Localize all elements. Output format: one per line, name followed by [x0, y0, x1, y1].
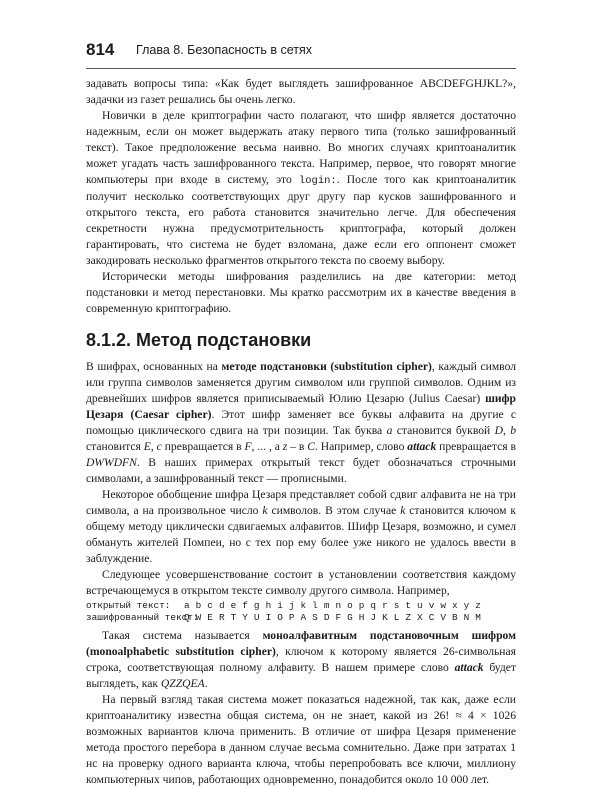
italic-letter: F: [244, 440, 252, 453]
text-run: , ключом к которому является 26-символьная строка, соответствующая полному алфавиту. В нашем примере слово: [86, 645, 516, 674]
text-run: ,: [150, 440, 157, 453]
italic-word: QZZQEA: [160, 677, 205, 690]
text-run: будет выглядеть, как: [86, 661, 516, 690]
inline-code-login: login:: [298, 175, 337, 187]
paragraph-1: [86, 76, 516, 108]
text-run: символов. В этом случае: [267, 504, 401, 517]
italic-letter: c: [156, 440, 162, 453]
italic-letter: E: [143, 440, 151, 453]
text-run: превращается в: [436, 440, 516, 453]
text-run: . Этот шифр заменяет все буквы алфавита на другие с помощью циклического сдвига на три позиции. Так буква: [86, 408, 516, 437]
text-run: .: [204, 677, 208, 690]
term-substitution-cipher: методе подстановки (substitution cipher): [221, 360, 432, 373]
text-run: становится ключом к общему методу циклически сдвигаемых алфавитов. Шифр Цезаря, возможно, и сумел обмануть жителей Помпеи, но с тех пор ему более уже никого не удалось ввести в заблуждение.: [86, 504, 516, 565]
paragraph-8: [86, 692, 516, 788]
term-monoalphabetic-cipher: моноалфавитным подстановочным шифром (monoalphabetic substitution cipher): [86, 629, 516, 658]
italic-letter: k: [262, 504, 268, 517]
italic-letter: C: [307, 440, 315, 453]
plain-letters: a b c d e f g h i j k l m n o p q r s t u v w x y z: [184, 600, 482, 611]
body-text: [86, 76, 516, 788]
text-run: , ... , а: [251, 440, 283, 453]
text-run: . Например, слово: [315, 440, 408, 453]
paragraph-5: [86, 487, 516, 567]
cipher-row-cipher: [86, 612, 516, 624]
text-run: В шифрах, основанных на: [86, 360, 222, 373]
paragraph-3: [86, 269, 516, 317]
paragraph-6: [86, 567, 516, 599]
chapter-title: Глава 8. Безопасность в сетях: [136, 43, 312, 57]
cipher-row-plain: [86, 600, 516, 612]
italic-letter: a: [386, 424, 393, 437]
page-number: 814: [86, 40, 115, 59]
paragraph-4: [86, 359, 516, 487]
italic-word: attack: [454, 661, 484, 674]
paragraph-7: [86, 628, 516, 692]
cipher-table: [86, 600, 516, 624]
text-run: превращается в: [161, 440, 245, 453]
text-run: На первый взгляд такая система может показаться надежной, так как, даже если криптоаналитику известна общая система, он не знает, какой из 26! ≈ 4 × 1026 возможных вариантов ключа применить. В отличие от шифра Цезаря применение метода простого перебора в данном случае весьма сомнительно. Даже при затратах 1 нс на проверку одного варианта ключа, чтобы перепробовать все ключи, миллиону компьютерных чипов, работающих одновременно, понадобится около 10 000 лет.: [86, 693, 516, 786]
section-heading: 8.1.2. Метод подстановки: [86, 330, 312, 350]
cipher-label: зашифрованный текст:: [86, 612, 199, 623]
text-run: Такая система называется: [102, 629, 263, 642]
italic-letter: b: [510, 424, 516, 437]
text-run: – в: [287, 440, 308, 453]
text-run: Следующее усовершенствование состоит в установлении соответствия каждому встречающемуся в открытом тексте символу другого символа. Например,: [86, 568, 516, 597]
text-run: Некоторое обобщение шифра Цезаря представляет собой сдвиг алфавита не на три символа, а на произвольное число: [86, 488, 516, 517]
term-caesar-cipher: шифр Цезаря (Caesar cipher): [86, 392, 516, 421]
text-run: Новички в деле криптографии часто полагают, что шифр является достаточно надежным, если он может выдержать атаку первого типа (только зашифрованный текст). Такое предположение весьма наивно. Во многих случаях криптоаналитик может угадать часть зашифрованного текста. Например, первое, что говорят многие компьютеры при входе в систему, это: [86, 109, 516, 186]
paragraph-2: [86, 108, 516, 269]
text-run: . В наших примерах открытый текст будет обозначаться строчными символами, а зашифрованный текст — прописными.: [86, 456, 516, 485]
italic-word: DWWDFN: [86, 456, 137, 469]
text-run: , каждый символ или группа символов заменяется другим символом или группой символов. Одним из древнейших шифров является приписываемый Юлию Цезарю (Julius Caesar): [86, 360, 517, 405]
header-divider: [86, 68, 516, 69]
text-run: становится буквой: [392, 424, 495, 437]
text-run: . После того как криптоаналитик получит несколько соответствующих друг другу пар кусков зашифрованного и открытого текста, его работа становится значительно легче. Для обеспечения секретности нужна предусмотрительность криптографа, который должен гарантировать, что система не будет взломана, даже если его оппонент сможет закодировать несколько фрагментов открытого текста по своему выбору.: [86, 173, 517, 267]
text-run: становится: [86, 440, 144, 453]
text-run: задавать вопросы типа: «Как будет выглядеть зашифрованное ABCDEFGHJKL?», задачки из газет решались бы очень легко.: [86, 77, 516, 106]
italic-letter: D: [494, 424, 503, 437]
text-run: ,: [502, 424, 511, 437]
text-run: Исторически методы шифрования разделились на две категории: метод подстановки и метод перестановки. Мы кратко рассмотрим их в качестве введения в современную криптографию.: [86, 270, 516, 315]
page-header: [86, 36, 516, 64]
cipher-letters: Q W E R T Y U I O P A S D F G H J K L Z X C V B N M: [184, 612, 482, 623]
plain-label: открытый текст:: [86, 600, 171, 611]
italic-letter: k: [400, 504, 406, 517]
italic-letter: z: [282, 440, 288, 453]
italic-word: attack: [407, 440, 437, 453]
